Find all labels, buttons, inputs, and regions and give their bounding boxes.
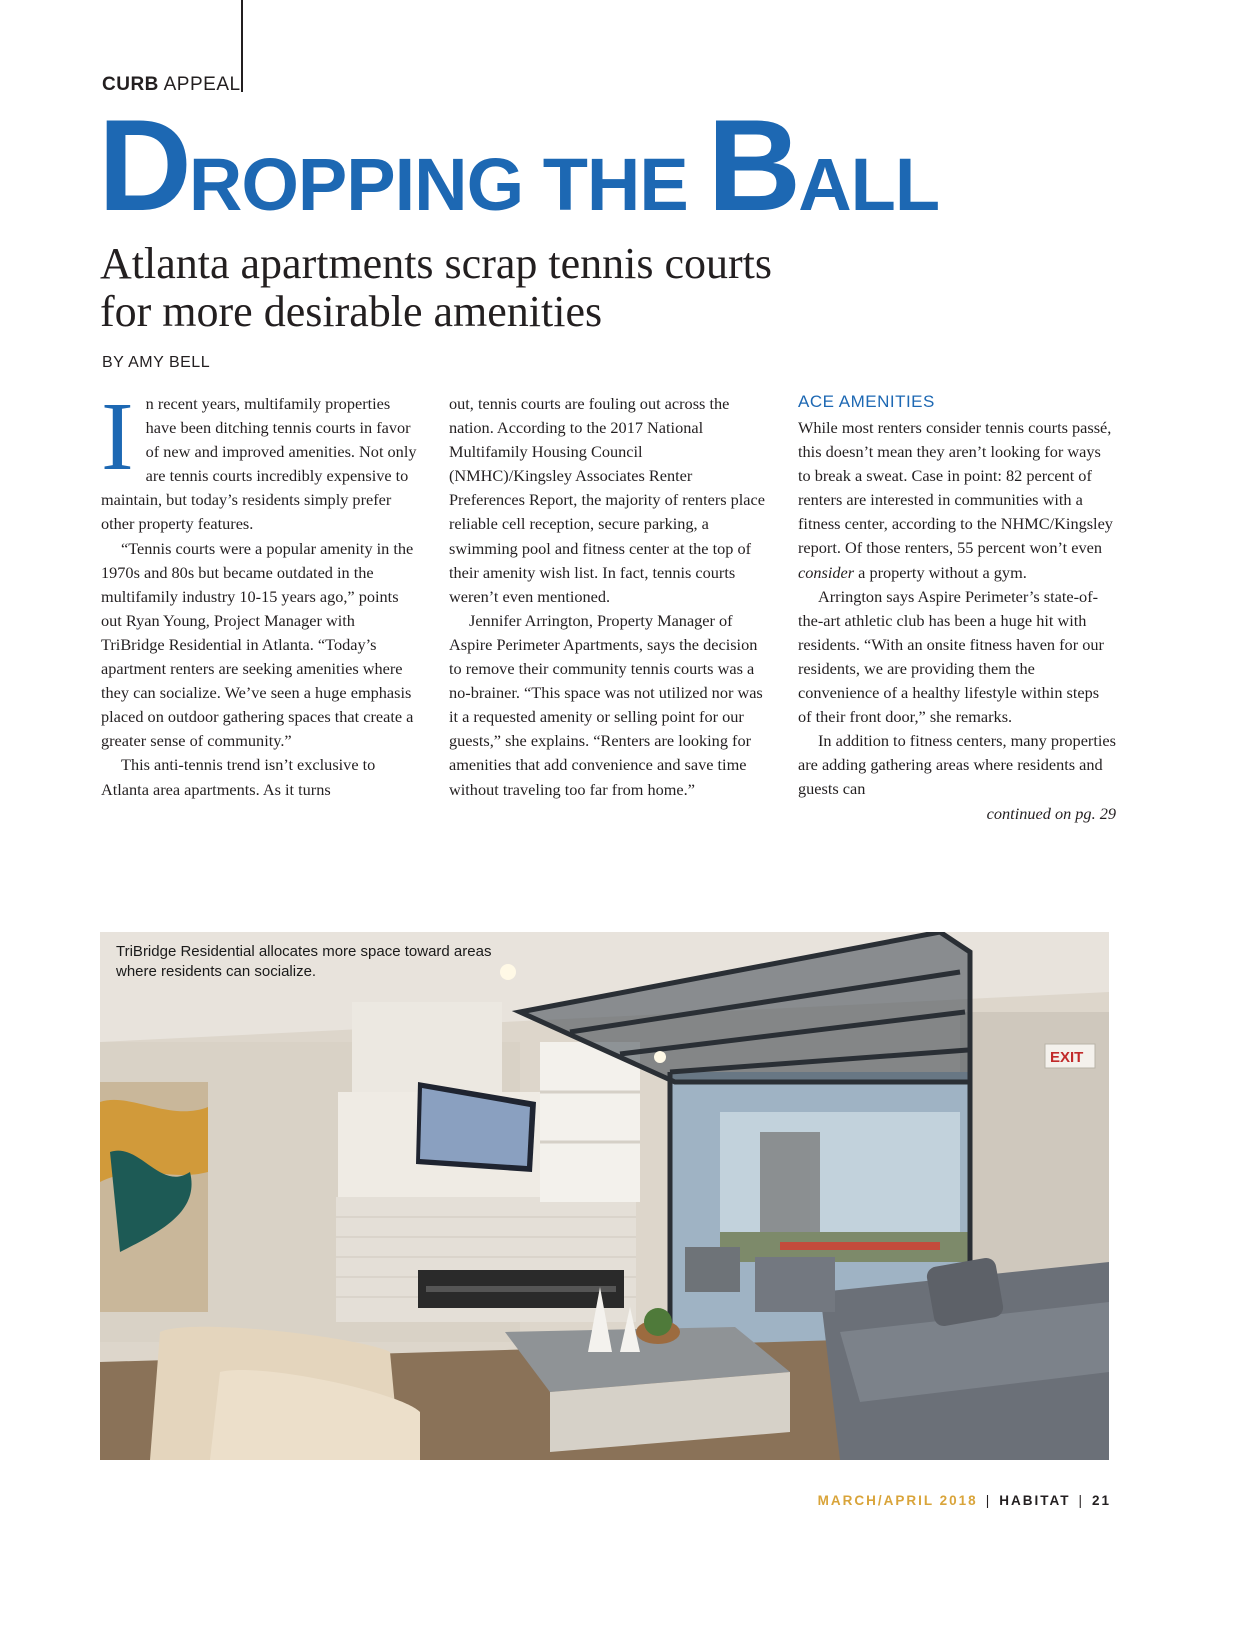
drop-cap: I — [101, 383, 134, 491]
page-number: 21 — [1091, 1493, 1111, 1508]
exit-sign-text: EXIT — [1050, 1049, 1084, 1066]
paragraph: out, tennis courts are fouling out across the nation. According to the 2017 National Multifamily Housing Council (NMHC)/Kingsley Associates Renter Preferences Report, the majority of renters place reliable cell reception, secure parking, a swimming pool and fitness center at the top of their amenity wish list. In fact, tennis courts weren’t even mentioned. — [449, 394, 765, 606]
lounge-photo — [100, 932, 1109, 1460]
paragraph-emphasis: consider — [798, 562, 855, 582]
paragraph: Jennifer Arrington, Property Manager of Aspire Perimeter Apartments, says the decision to remove their community tennis courts was a no-brainer. “This space was not utilized nor was it a requested amenity or selling point for our guests,” she explains. “Renters are looking for amenities that add convenience and save time without traveling too far from home.” — [449, 610, 763, 799]
paragraph-text-a: While most renters consider tennis courts passé, this doesn’t mean they aren’t looking for ways to break a sweat. Case in point: 82 percent of renters are interested in communities with a fitness center, according to the NHMC/Kingsley report. Of those renters, 55 percent won’t even — [798, 418, 1113, 558]
headline-cap-d: D — [98, 92, 189, 238]
page-footer — [818, 1493, 1111, 1508]
paragraph: Arrington says Aspire Perimeter’s state-of-the-art athletic club has been a huge hit with residents. “With an onsite fitness haven for our residents, we are providing them the convenience of a healthy lifestyle within steps of their front door,” she remarks. — [798, 586, 1104, 727]
continued-note: continued on pg. 29 — [986, 803, 1116, 823]
photo-caption: TriBridge Residential allocates more space toward areas where residents can socialize. — [116, 943, 492, 980]
subheadline-line-2: for more desirable amenities — [100, 287, 603, 336]
lounge-photo-illustration — [100, 932, 1109, 1460]
footer-separator: | — [985, 1493, 992, 1508]
paragraph: This anti-tennis trend isn’t exclusive to Atlanta area apartments. As it turns — [101, 755, 376, 799]
paragraph: In addition to fitness centers, many properties are adding gathering areas where residents and guests can — [798, 731, 1116, 799]
subheadline-line-1: Atlanta apartments scrap tennis courts — [100, 239, 773, 288]
paragraph-text-b: a property without a gym. — [854, 562, 1027, 582]
magazine-name: HABITAT — [999, 1493, 1071, 1508]
header-divider-line — [241, 0, 243, 92]
article-column-3 — [798, 392, 1116, 826]
headline — [98, 92, 940, 238]
headline-part-1: ROPPING THE — [188, 143, 708, 226]
section-label-rest: APPEAL — [158, 74, 241, 95]
subheadline — [100, 240, 1000, 336]
byline: BY AMY BELL — [102, 354, 211, 371]
section-label-bold: CURB — [102, 74, 159, 95]
paragraph — [101, 383, 419, 537]
paragraph-text: n recent years, multifamily properties have been ditching tennis courts in favor of new and improved amenities. Not only are tennis courts incredibly expensive to maintain, but today’s residents simply prefer other property features. — [101, 394, 417, 534]
section-subheading: ACE AMENITIES — [798, 392, 935, 411]
headline-cap-b: B — [707, 92, 799, 238]
issue-date: MARCH/APRIL 2018 — [817, 1493, 978, 1508]
article-column-2 — [449, 392, 767, 802]
paragraph — [798, 416, 1116, 585]
article-column-1 — [101, 383, 419, 802]
paragraph: “Tennis courts were a popular amenity in the 1970s and 80s but became outdated in the multifamily industry 10-15 years ago,” points out Ryan Young, Project Manager with TriBridge Residential in Atlanta. “Today’s apartment renters are seeking amenities where they can socialize. We’ve seen a huge emphasis placed on outdoor gathering spaces that create a greater sense of community.” — [101, 538, 414, 751]
footer-separator: | — [1078, 1493, 1084, 1508]
headline-part-2: ALL — [798, 143, 940, 226]
